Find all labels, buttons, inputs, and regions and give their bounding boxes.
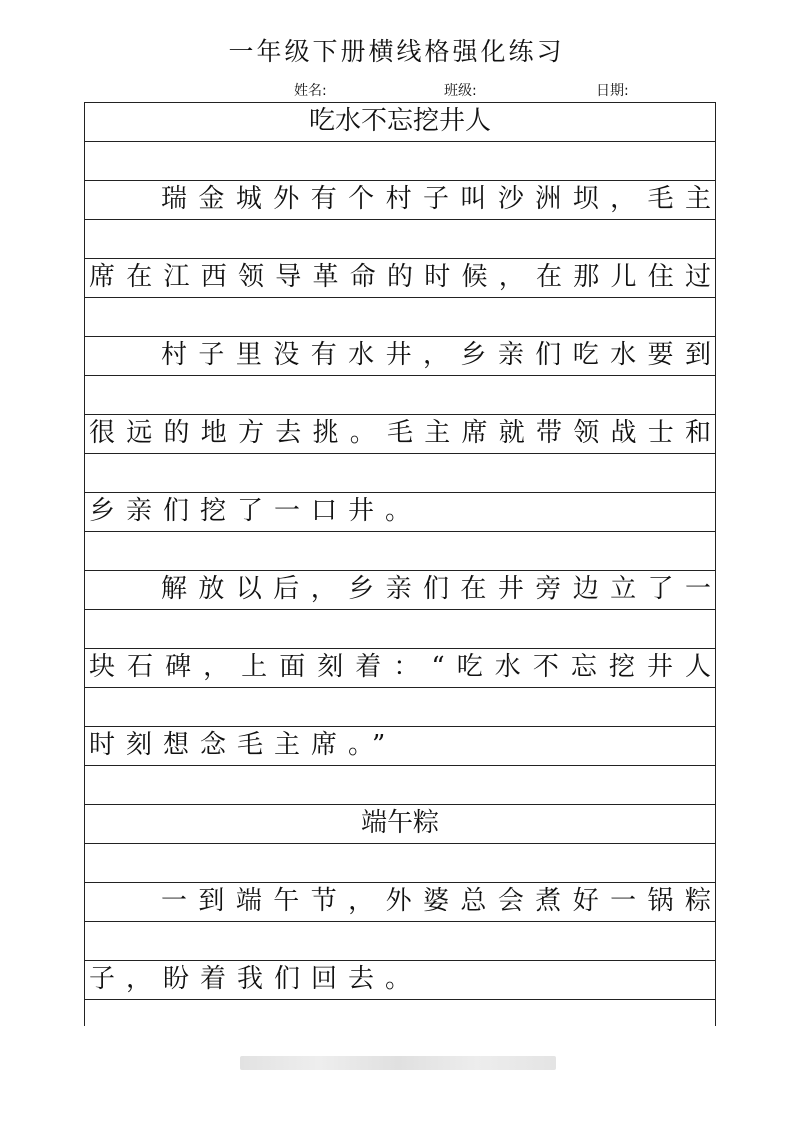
rule-line <box>85 297 715 298</box>
name-label: 姓名: <box>294 83 327 99</box>
rule-line <box>85 843 715 844</box>
passage-title: 吃水不忘挖井人 <box>308 106 491 136</box>
lined-writing-sheet <box>84 102 716 1026</box>
text-line: 子，盼着我们回去。 <box>89 964 423 994</box>
text-line: 块石碑，上面刻着：“吃水不忘挖井人 <box>89 652 711 682</box>
rule-line <box>85 921 715 922</box>
text-line: 乡亲们挖了一口井。 <box>89 496 423 526</box>
text-line: 时刻想念毛主席。” <box>89 730 397 760</box>
rule-line <box>85 765 715 766</box>
rule-line <box>85 453 715 454</box>
text-line: 瑞金城外有个村子叫沙洲坝，毛主 <box>161 184 711 214</box>
text-line: 席在江西领导革命的时候，在那儿住过 <box>89 262 711 292</box>
class-label: 班级: <box>444 83 477 99</box>
rule-line <box>85 141 715 142</box>
passage-title: 端午粽 <box>360 808 439 838</box>
rule-line <box>85 999 715 1000</box>
text-line: 村子里没有水井，乡亲们吃水要到 <box>161 340 711 370</box>
rule-line <box>85 375 715 376</box>
date-label: 日期: <box>596 83 629 99</box>
text-line: 解放以后，乡亲们在井旁边立了一 <box>161 574 711 604</box>
rule-line <box>85 687 715 688</box>
worksheet-title: 一年级下册横线格强化练习 <box>228 37 565 66</box>
text-line: 一到端午节，外婆总会煮好一锅粽 <box>161 886 711 916</box>
rule-line <box>85 531 715 532</box>
text-line: 很远的地方去挑。毛主席就带领战士和 <box>89 418 711 448</box>
rule-line <box>85 219 715 220</box>
rule-line <box>85 609 715 610</box>
blurred-footer-watermark <box>240 1056 556 1070</box>
